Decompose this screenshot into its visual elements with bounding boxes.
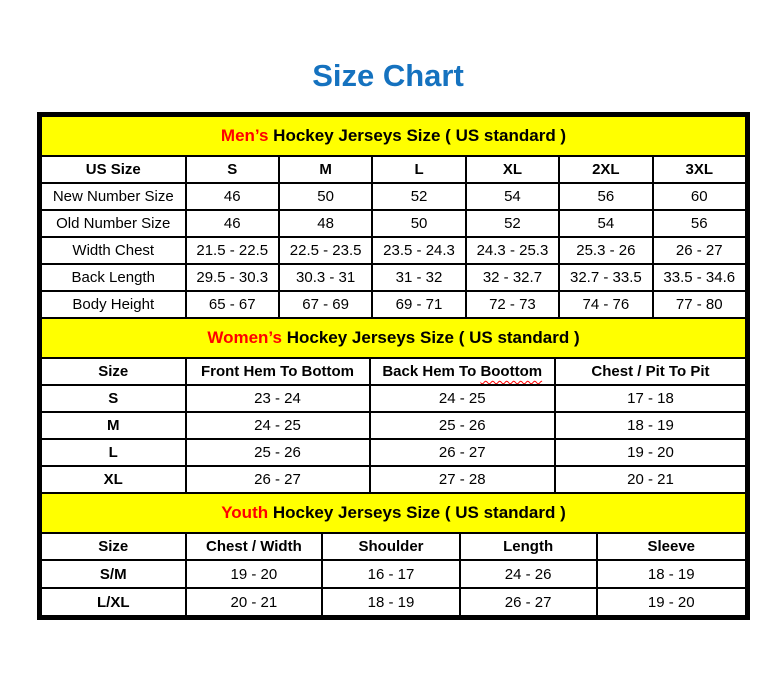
- row-label: L/XL: [41, 588, 186, 616]
- column-header-row: [41, 358, 746, 385]
- table-row: [41, 291, 746, 318]
- value-cell: 32.7 - 33.5: [559, 264, 652, 291]
- row-label: New Number Size: [41, 183, 186, 210]
- section-title-rest: Hockey Jerseys Size ( US standard ): [268, 126, 567, 145]
- value-cell: 26 - 27: [653, 237, 746, 264]
- value-cell: 74 - 76: [559, 291, 652, 318]
- row-label: M: [41, 412, 186, 439]
- misspelled-word: Boottom: [480, 363, 543, 380]
- row-label: XL: [41, 466, 186, 493]
- row-label: L: [41, 439, 186, 466]
- column-header-row: [41, 156, 746, 183]
- section-title: [41, 116, 746, 156]
- column-header: 2XL: [559, 156, 652, 183]
- value-cell: 19 - 20: [597, 588, 746, 616]
- row-label: S/M: [41, 560, 186, 588]
- value-cell: 67 - 69: [279, 291, 372, 318]
- value-cell: 24 - 25: [186, 412, 370, 439]
- womens-section-header-row: [41, 318, 746, 358]
- section-title-rest: Hockey Jerseys Size ( US standard ): [281, 328, 580, 347]
- value-cell: 52: [466, 210, 559, 237]
- youth-size-table: [40, 492, 747, 617]
- column-header: Back Hem To Boottom: [370, 358, 555, 385]
- value-cell: 23.5 - 24.3: [372, 237, 465, 264]
- value-cell: 17 - 18: [555, 385, 746, 412]
- value-cell: 24 - 25: [370, 385, 555, 412]
- table-row: [41, 588, 746, 616]
- value-cell: 50: [372, 210, 465, 237]
- value-cell: 18 - 19: [597, 560, 746, 588]
- value-cell: 46: [186, 183, 279, 210]
- value-cell: 50: [279, 183, 372, 210]
- value-cell: 26 - 27: [370, 439, 555, 466]
- value-cell: 19 - 20: [555, 439, 746, 466]
- section-title-rest: Hockey Jerseys Size ( US standard ): [268, 503, 566, 522]
- column-header: S: [186, 156, 279, 183]
- column-header: Chest / Pit To Pit: [555, 358, 746, 385]
- section-title-highlight: Men’s: [220, 126, 269, 145]
- value-cell: 72 - 73: [466, 291, 559, 318]
- table-row: [41, 560, 746, 588]
- table-row: [41, 412, 746, 439]
- section-title: [41, 318, 746, 358]
- value-cell: 19 - 20: [186, 560, 323, 588]
- row-label: Back Length: [41, 264, 186, 291]
- value-cell: 20 - 21: [186, 588, 323, 616]
- youth-section-header-row: [41, 493, 746, 533]
- row-label: Body Height: [41, 291, 186, 318]
- table-row: [41, 439, 746, 466]
- column-header: Shoulder: [322, 533, 459, 560]
- value-cell: 16 - 17: [322, 560, 459, 588]
- value-cell: 30.3 - 31: [279, 264, 372, 291]
- value-cell: 31 - 32: [372, 264, 465, 291]
- row-label: Old Number Size: [41, 210, 186, 237]
- value-cell: 52: [372, 183, 465, 210]
- value-cell: 46: [186, 210, 279, 237]
- value-cell: 18 - 19: [555, 412, 746, 439]
- table-row: [41, 264, 746, 291]
- value-cell: 69 - 71: [372, 291, 465, 318]
- mens-section-header-row: [41, 116, 746, 156]
- size-chart-tables: [37, 112, 750, 620]
- youth-table-body: [41, 493, 746, 616]
- value-cell: 23 - 24: [186, 385, 370, 412]
- value-cell: 32 - 32.7: [466, 264, 559, 291]
- value-cell: 65 - 67: [186, 291, 279, 318]
- value-cell: 33.5 - 34.6: [653, 264, 746, 291]
- value-cell: 26 - 27: [460, 588, 597, 616]
- column-header-row: [41, 533, 746, 560]
- value-cell: 24 - 26: [460, 560, 597, 588]
- column-header: M: [279, 156, 372, 183]
- table-row: [41, 237, 746, 264]
- page-title: Size Chart: [312, 58, 464, 93]
- mens-size-table: [40, 115, 747, 319]
- table-row: [41, 466, 746, 493]
- table-row: [41, 385, 746, 412]
- table-row: [41, 210, 746, 237]
- value-cell: 54: [466, 183, 559, 210]
- value-cell: 21.5 - 22.5: [186, 237, 279, 264]
- column-header: XL: [466, 156, 559, 183]
- column-header: L: [372, 156, 465, 183]
- section-title-highlight: Youth: [221, 503, 269, 522]
- column-header: Size: [41, 358, 186, 385]
- value-cell: 25.3 - 26: [559, 237, 652, 264]
- womens-table-body: [41, 318, 746, 493]
- column-header: US Size: [41, 156, 186, 183]
- column-header: Front Hem To Bottom: [186, 358, 370, 385]
- value-cell: 26 - 27: [186, 466, 370, 493]
- row-label: Width Chest: [41, 237, 186, 264]
- column-header: Sleeve: [597, 533, 746, 560]
- value-cell: 29.5 - 30.3: [186, 264, 279, 291]
- column-header: Length: [460, 533, 597, 560]
- table-row: [41, 183, 746, 210]
- column-header: Size: [41, 533, 186, 560]
- value-cell: 56: [653, 210, 746, 237]
- value-cell: 22.5 - 23.5: [279, 237, 372, 264]
- value-cell: 60: [653, 183, 746, 210]
- column-header: 3XL: [653, 156, 746, 183]
- value-cell: 27 - 28: [370, 466, 555, 493]
- value-cell: 25 - 26: [370, 412, 555, 439]
- womens-size-table: [40, 317, 747, 494]
- section-title: [41, 493, 746, 533]
- value-cell: 56: [559, 183, 652, 210]
- value-cell: 77 - 80: [653, 291, 746, 318]
- value-cell: 18 - 19: [322, 588, 459, 616]
- value-cell: 25 - 26: [186, 439, 370, 466]
- column-header: Chest / Width: [186, 533, 323, 560]
- value-cell: 24.3 - 25.3: [466, 237, 559, 264]
- mens-table-body: [41, 116, 746, 318]
- value-cell: 20 - 21: [555, 466, 746, 493]
- row-label: S: [41, 385, 186, 412]
- section-title-highlight: Women’s: [207, 328, 282, 347]
- value-cell: 54: [559, 210, 652, 237]
- value-cell: 48: [279, 210, 372, 237]
